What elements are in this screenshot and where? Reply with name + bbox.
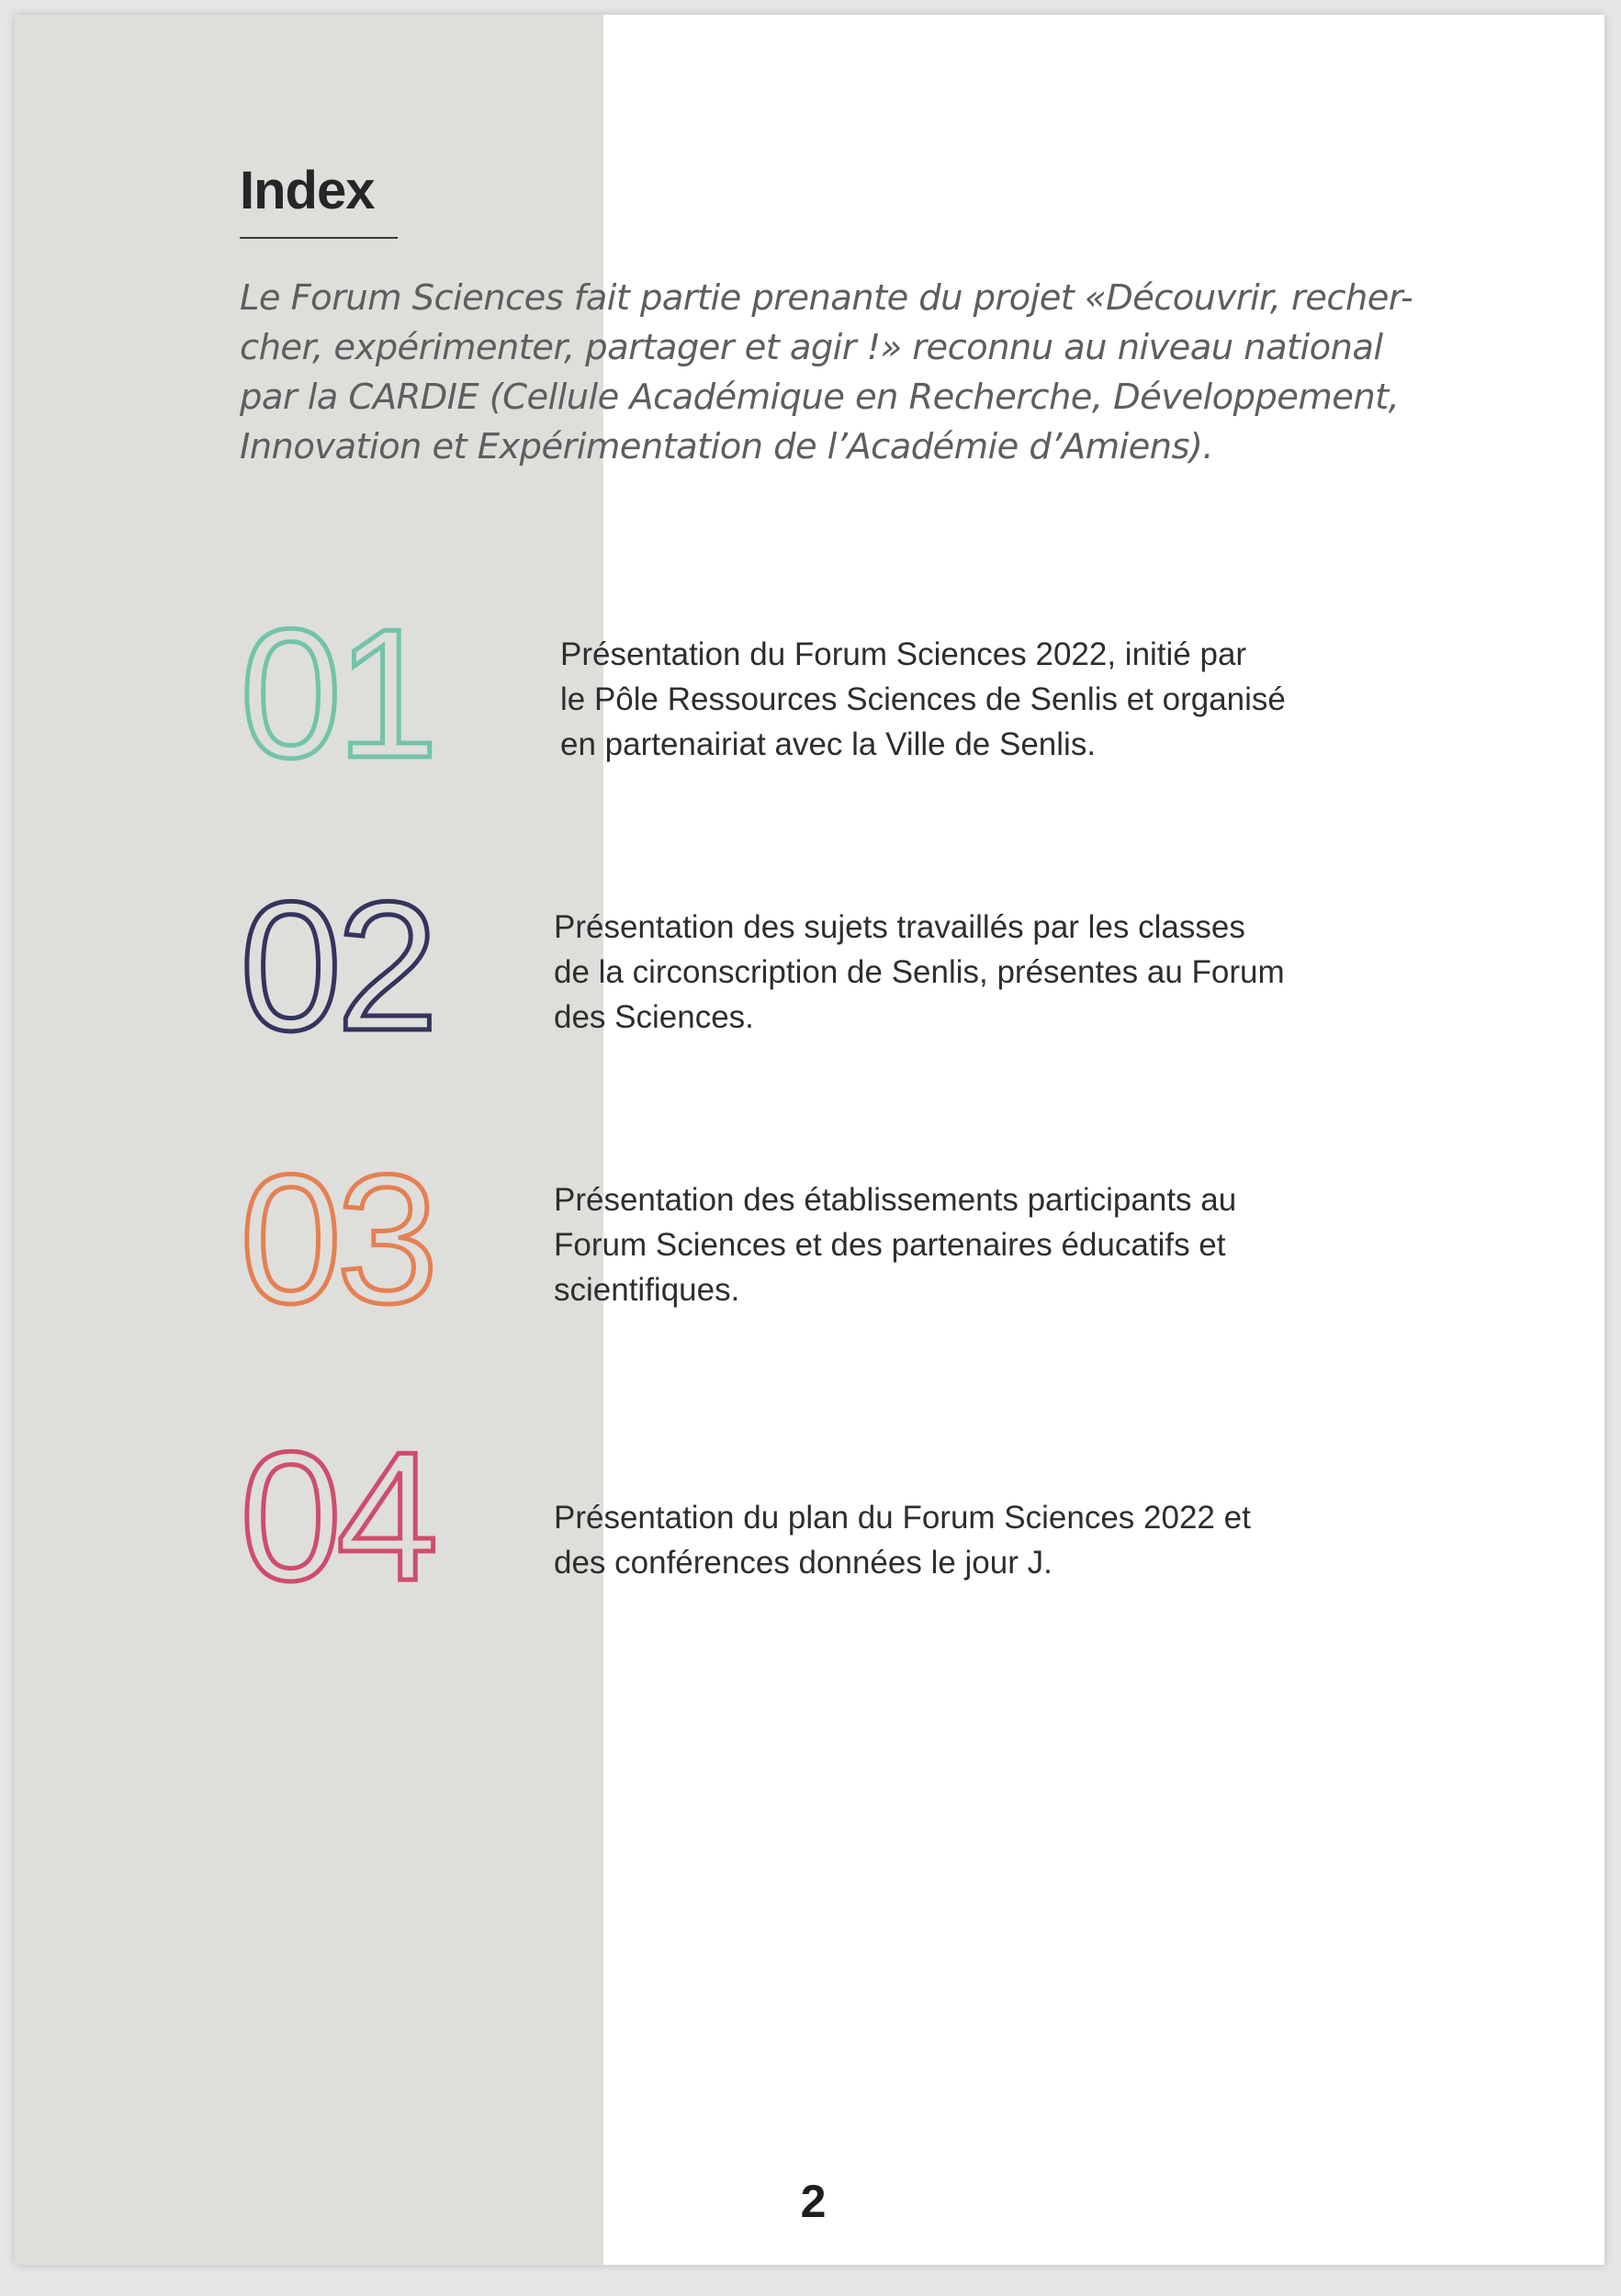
item-number-04: 04 <box>240 1414 433 1619</box>
item-text-04: Présentation du plan du Forum Sciences 2022 et des conférences données le jour J. <box>554 1500 1251 1581</box>
item-number-01: 01 <box>240 591 433 796</box>
intro-paragraph: Le Forum Sciences fait partie prenante du projet «Découvrir, recher- cher, expérimenter, partager et agir !» reconnu au niveau national par la CARDIE (Cellule Académique en Recherche, Développement, Innovation et Expérimentation de l’Académie d’Amiens). <box>240 277 1413 467</box>
item-text-01: Présentation du Forum Sciences 2022, initié par le Pôle Ressources Sciences de Senlis et organisé en partenairiat avec la Ville de Senlis. <box>560 636 1286 762</box>
item-number-02: 02 <box>240 864 433 1069</box>
item-number-03: 03 <box>240 1137 433 1342</box>
page-number: 2 <box>800 2176 827 2227</box>
item-text-02: Présentation des sujets travaillés par les classes de la circonscription de Senlis, présentes au Forum des Sciences. <box>554 909 1285 1035</box>
page-title: Index <box>240 161 375 220</box>
item-text-03: Présentation des établissements participants au Forum Sciences et des partenaires éducatifs et scientifiques. <box>554 1182 1237 1308</box>
document-page <box>15 15 1604 2265</box>
title-underline <box>240 237 398 239</box>
